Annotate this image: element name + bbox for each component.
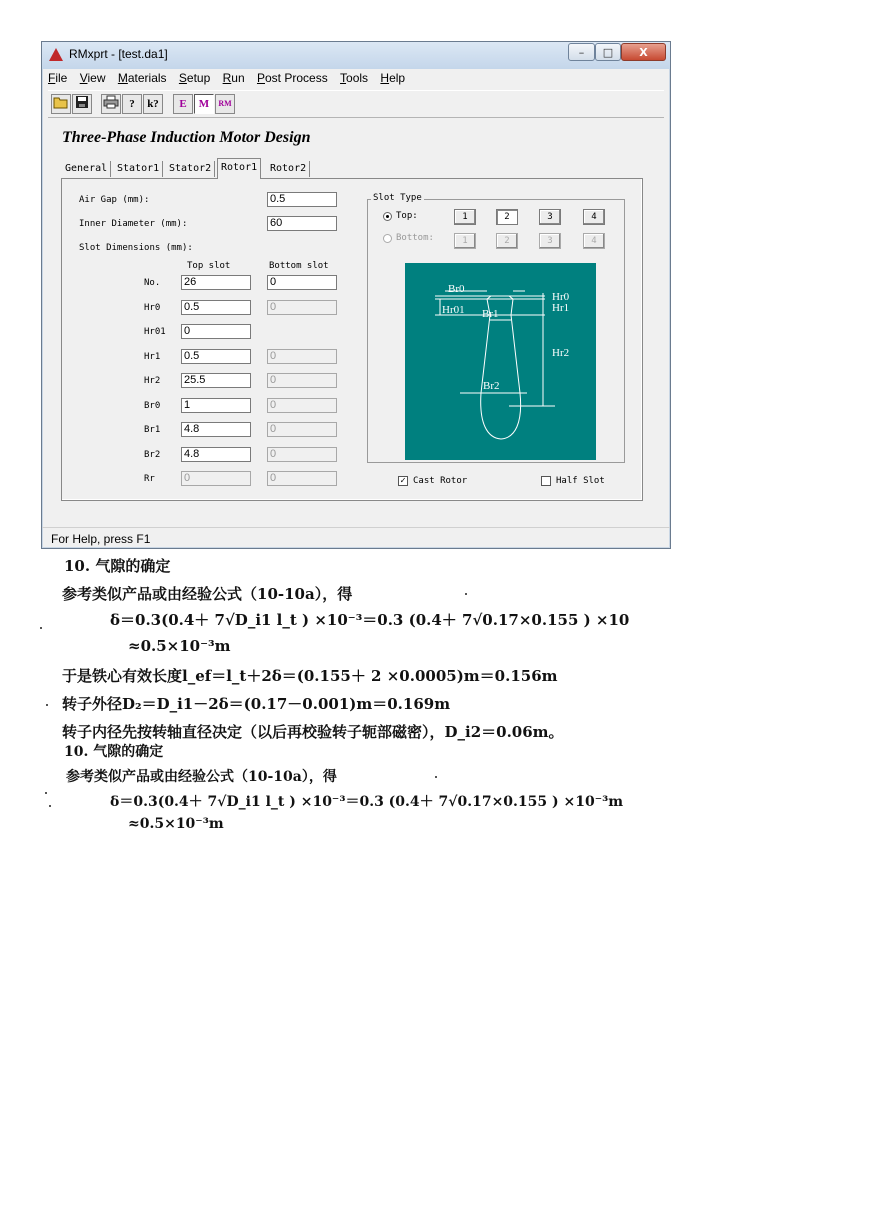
tab-rotor2[interactable]: Rotor2	[267, 161, 310, 177]
close-button[interactable]: X	[621, 43, 666, 61]
rr-bottom-input: 0	[267, 471, 337, 486]
scan-speck	[40, 627, 42, 629]
slot-shape-drawing	[405, 263, 596, 460]
row-label-hr1: Hr1	[144, 352, 161, 362]
scan-line-9: 参考类似产品或由经验公式（10-10a），得	[66, 769, 337, 785]
tab-stator1[interactable]: Stator1	[114, 161, 163, 177]
tab-rotor1[interactable]: Rotor1	[217, 158, 261, 179]
mode-e-button[interactable]: E	[173, 94, 193, 114]
half-slot-label: Half Slot	[556, 476, 605, 486]
br1-dim-label: Br1	[482, 308, 499, 320]
save-icon[interactable]	[72, 94, 92, 114]
bottom-slot-type-1-button: 1	[454, 233, 476, 249]
br2-dim-label: Br2	[483, 380, 500, 392]
scan-speck	[49, 805, 51, 807]
row-label-br0: Br0	[144, 401, 161, 411]
hr2-top-input[interactable]: 25.5	[181, 373, 251, 388]
air-gap-input[interactable]: 0.5	[267, 192, 337, 207]
hr1-bottom-input: 0	[267, 349, 337, 364]
slot-dimensions-label: Slot Dimensions (mm):	[79, 243, 193, 253]
mode-rm-button[interactable]: RM	[215, 94, 235, 114]
row-label-hr2: Hr2	[144, 376, 161, 386]
page-title: Three-Phase Induction Motor Design	[62, 129, 311, 146]
menu-bar	[48, 71, 664, 89]
scan-line-6: 转子外径D₂＝D_i1－2δ＝(0.17－0.001)m＝0.169m	[62, 695, 451, 713]
app-logo-icon	[49, 48, 63, 61]
window-title: RMxprt - [test.da1]	[69, 47, 168, 61]
row-label-no: No.	[144, 278, 161, 288]
help-icon[interactable]: ?	[122, 94, 142, 114]
top-slot-header: Top slot	[187, 261, 231, 271]
menu-setup[interactable]: Setup	[178, 71, 211, 85]
bottom-radio-label: Bottom:	[396, 233, 434, 243]
tab-general[interactable]: General	[62, 161, 111, 177]
hr01-top-input[interactable]: 0	[181, 324, 251, 339]
row-label-hr01: Hr01	[144, 327, 166, 337]
scan-line-4: ≈0.5×10⁻³m	[128, 637, 231, 655]
bottom-slot-type-2-button: 2	[496, 233, 518, 249]
row-label-hr0: Hr0	[144, 303, 161, 313]
scan-line-5: 于是铁心有效长度l_ef＝l_t＋2δ＝(0.155＋ 2 ×0.0005)m＝0.156m	[62, 667, 558, 685]
scan-line-2: 参考类似产品或由经验公式（10-10a），得	[62, 585, 353, 603]
toolbar	[48, 90, 664, 118]
scan-speck	[46, 704, 48, 706]
br0-top-input[interactable]: 1	[181, 398, 251, 413]
scan-speck	[45, 792, 47, 794]
no-bottom-input[interactable]: 0	[267, 275, 337, 290]
menu-materials[interactable]: Materials	[117, 71, 167, 85]
top-slot-type-3-button[interactable]: 3	[539, 209, 561, 225]
slot-diagram	[405, 263, 596, 460]
hr1-dim-label: Hr1	[552, 302, 570, 314]
tab-stator2[interactable]: Stator2	[166, 161, 215, 177]
scan-line-8: 10. 气隙的确定	[64, 744, 164, 760]
br1-top-input[interactable]: 4.8	[181, 422, 251, 437]
top-radio-label: Top:	[396, 211, 418, 221]
print-icon[interactable]	[101, 94, 121, 114]
hr01-dim-label: Hr01	[442, 304, 465, 316]
scan-line-1: 10. 气隙的确定	[64, 557, 171, 575]
bottom-radio[interactable]	[383, 234, 392, 243]
menu-help[interactable]: Help	[380, 71, 406, 85]
scan-speck	[435, 776, 437, 778]
scan-line-11: ≈0.5×10⁻³m	[128, 816, 224, 832]
status-text: For Help, press F1	[51, 532, 151, 546]
bottom-slot-header: Bottom slot	[269, 261, 329, 271]
hr2-bottom-input: 0	[267, 373, 337, 388]
no-top-input[interactable]: 26	[181, 275, 251, 290]
bottom-slot-type-3-button: 3	[539, 233, 561, 249]
hr0-dim-label: Hr0	[552, 291, 570, 303]
rr-top-input: 0	[181, 471, 251, 486]
slot-type-group	[367, 193, 625, 463]
title-bar[interactable]	[42, 42, 670, 69]
scan-line-7: 转子内径先按转轴直径决定（以后再校验转子轭部磁密），D_i2＝0.06m。	[62, 723, 564, 741]
cast-rotor-checkbox[interactable]: ✓	[398, 476, 408, 486]
bottom-slot-type-4-button: 4	[583, 233, 605, 249]
inner-diameter-label: Inner Diameter (mm):	[79, 219, 188, 229]
top-slot-type-2-button[interactable]: 2	[496, 209, 518, 225]
menu-run[interactable]: Run	[222, 71, 245, 85]
hr0-bottom-input: 0	[267, 300, 337, 315]
maximize-button[interactable]: □	[595, 43, 621, 61]
br0-bottom-input: 0	[267, 398, 337, 413]
inner-diameter-input[interactable]: 60	[267, 216, 337, 231]
scan-speck	[465, 593, 467, 595]
context-help-icon[interactable]: k?	[143, 94, 163, 114]
row-label-br2: Br2	[144, 450, 161, 460]
design-view	[48, 120, 663, 526]
scan-line-10: δ＝0.3(0.4＋ 7√D_i1 l_t ) ×10⁻³＝0.3 (0.4＋ 7√0.17×0.155 ) ×10⁻³m	[110, 794, 624, 810]
br0-dim-label: Br0	[448, 283, 465, 295]
half-slot-checkbox[interactable]	[541, 476, 551, 486]
hr1-top-input[interactable]: 0.5	[181, 349, 251, 364]
row-label-rr: Rr	[144, 474, 155, 484]
air-gap-label: Air Gap (mm):	[79, 195, 150, 205]
top-slot-type-4-button[interactable]: 4	[583, 209, 605, 225]
menu-tools[interactable]: Tools	[340, 71, 369, 85]
open-icon[interactable]	[51, 94, 71, 114]
menu-file[interactable]: File	[48, 71, 68, 85]
hr2-dim-label: Hr2	[552, 347, 570, 359]
mode-m-button[interactable]: M	[194, 94, 214, 114]
rmxprt-window	[41, 41, 671, 549]
top-slot-type-1-button[interactable]: 1	[454, 209, 476, 225]
slot-type-title: Slot Type	[373, 193, 422, 203]
br2-bottom-input: 0	[267, 447, 337, 462]
menu-view[interactable]: View	[79, 71, 106, 85]
cast-rotor-label: Cast Rotor	[413, 476, 468, 486]
br1-bottom-input: 0	[267, 422, 337, 437]
menu-post-process[interactable]: Post Process	[256, 71, 328, 85]
br2-top-input[interactable]: 4.8	[181, 447, 251, 462]
top-radio[interactable]	[383, 212, 392, 221]
rotor1-panel	[61, 178, 643, 501]
row-label-br1: Br1	[144, 425, 161, 435]
status-bar	[42, 527, 670, 548]
minimize-button[interactable]: –	[568, 43, 595, 61]
hr0-top-input[interactable]: 0.5	[181, 300, 251, 315]
scan-line-3: δ＝0.3(0.4＋ 7√D_i1 l_t ) ×10⁻³＝0.3 (0.4＋ 7√0.17×0.155 ) ×10	[110, 611, 630, 629]
